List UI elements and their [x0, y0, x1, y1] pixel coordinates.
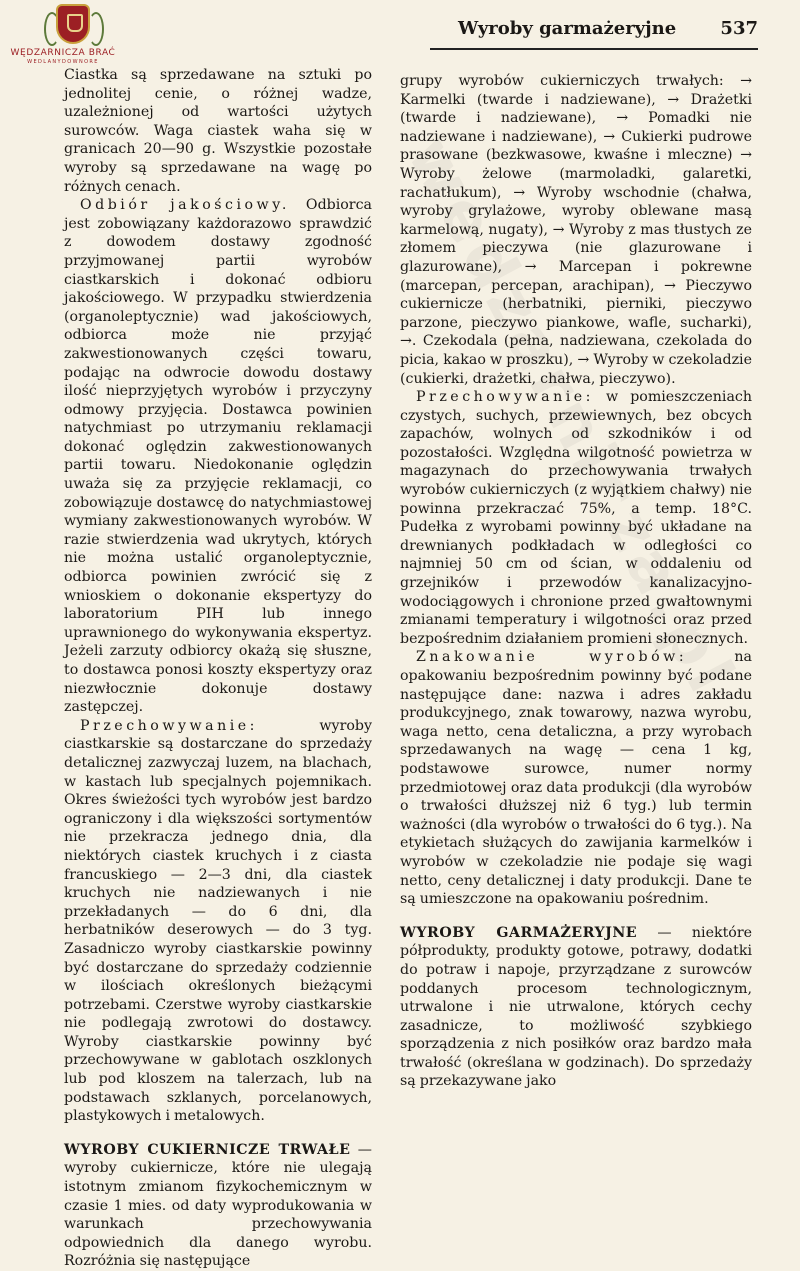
running-header [430, 16, 758, 50]
crest-icon [58, 6, 88, 42]
entry-wyroby-garmazeryjne [400, 924, 752, 1091]
paragraph-odbior [64, 196, 372, 717]
right-column [400, 72, 752, 1091]
entry-text-garmazeryjne: — niektóre półprodukty, produkty gotowe, potrawy, dodatki do potraw i napoje, przyrządzane z surowców poddanych procesom technologicznym, utrwalone i nie utrwalone, których cechy zasadnicze, to możliwość szybkiego sporządzenia z nich posiłków oraz bardzo mała trwałość (określana w godzinach). Do sprzedaży są przekazywane jako [400, 924, 753, 1090]
term-odbior-jakosciowy: Odbiór jakościowy. [80, 197, 290, 214]
logo-brand-text: WĘDZARNICZA BRAĆ [10, 48, 116, 58]
paragraph-przechowywanie-ciastkarskie [64, 717, 372, 1126]
paragraph-odbior-text: Odbiorca jest zobowiązany każdorazowo sprawdzić z dowodem dostawy zgodność przyjmowanej partii wyrobów ciastkarskich i dokonać odbioru jakościowego. W przypadku stwierdzenia (organoleptycznie) wad jakościowych, odbiorca może nie przyjąć zakwestionowanych części towaru, podając na odwrocie dowodu dostawy ilość nieprzyjętych wyrobów i przyczyny odmowy przyjęcia. Dostawca powinien natychmiast po utrzymaniu reklamacji dokonać oględzin zakwestionowanych partii towaru. Niedokonanie oględzin uważa się za przyjęcie reklamacji, co zobowiązuje dostawcę do natychmiastowej wymiany zakwestionowanych wyrobów. W razie stwierdzenia wad ukrytych, których nie można ustalić organoleptycznie, odbiorca powinien zwrócić się z wnioskiem o dokonanie ekspertyzy do laboratorium PIH lub innego uprawnionego do wykonywania ekspertyz. Jeżeli zarzuty odbiorcy okażą się słuszne, to dostawca ponosi koszty ekspertyzy oraz niezwłocznie dokonuje dostawy zastępczej. [64, 197, 372, 716]
paragraph-przechowywanie-text: wyroby ciastkarskie są dostarczane do sprzedaży detalicznej zazwyczaj luzem, na blachach, w kastach lub specjalnych pojemnikach. Okres świeżości tych wyrobów jest bardzo ograniczony i dla większości sortymentów nie przekracza jednego dnia, dla niektórych ciastek kruchych i z ciasta francuskiego — 2—3 dni, dla ciastek kruchych nie nadziewanych i nie przekładanych — do 6 dni, dla herbatników deserowych — do 3 tyg. Zasadniczo wyroby ciastkarskie powinny być dostarczane do sprzedaży codziennie w ilościach określonych bieżącymi potrzebami. Czerstwe wyroby ciastkarskie nie podlegają zwrotowi do dostawcy. Wyroby ciastkarskie powinny być przechowywane w gablotach oszklonych lub pod kloszem na talerzach, lub na podstawach szklanych, porcelanowych, plastykowych i metalowych. [64, 717, 372, 1125]
publisher-logo [8, 6, 118, 66]
paragraph-znakowanie [400, 648, 752, 908]
header-title: Wyroby garmażeryjne [458, 18, 677, 39]
term-przechowywanie: Przechowywanie: [80, 717, 258, 734]
paragraph-grupy-wyrobow: grupy wyrobów cukierniczych trwałych: → Karmelki (twarde i nadziewane), → Drażetki (twarde i nadziewane), → Pomadki nie nadziewane i nadziewane), → Cukierki pudrowe prasowane (bezkwasowe, kwaśne i mleczne) → Wyroby żelowe (marmoladki, galaretki, rachatłukum), → Wyroby wschodnie (chałwa, wyroby grylażowe, wyroby oblewane masą karmelową, nugaty), → Wyroby z mas tłustych ze złomem pieczywa (nie glazurowane i glazurowane), → Marcepan i pokrewne (marcepan, percepan, arachipan), → Pieczywo cukiernicze (herbatniki, pierniki, pieczywo parzone, pieczywo piankowe, wafle, sucharki), →. Czekodala (pełna, nadziewana, czekolada do picia, kakao w proszku), → Wyroby w czekoladzie (cukierki, drażetki, chałwa, pieczywo). [400, 73, 752, 387]
logo-subtext: WEDLANYDOWNORE [27, 59, 99, 65]
entry-wyroby-cukiernicze-trwale [64, 1141, 372, 1271]
entry-text-cukiernicze: — wyroby cukiernicze, które nie ulegają istotnym zmianom fizykochemicznym w czasie 1 mies. od daty wyprodukowania w warunkach przechowywania odpowiednich dla danego wyrobu. Rozróżnia się następujące [64, 1141, 372, 1270]
entry-heading-cukiernicze: WYROBY CUKIERNICZE TRWAŁE [64, 1141, 351, 1158]
paragraph-przechowywanie-trwale [400, 388, 752, 648]
entry-heading-garmazeryjne: WYROBY GARMAŻERYJNE [400, 924, 638, 941]
term-przechowywanie-2: Przechowywanie: [416, 389, 594, 406]
paragraph-znakowanie-text: na opakowaniu bezpośrednim powinny być podane następujące dane: nazwa i adres zakładu produkcyjnego, znak towarowy, nazwa wyrobu, waga netto, cena detaliczna, a przy wyrobach sprzedawanych na wagę — cena 1 kg, podstawowe surowce, numer normy przedmiotowej oraz data produkcji (dla wyrobów o trwałości dłuższej niż 6 tyg.) lub termin ważności (dla wyrobów o trwałości do 6 tyg.). Na etykietach służących do zawijania karmelków i wyrobów w czekoladzie nie podaje się wagi netto, ceny detalicznej i daty produkcji. Dane te są umieszczone na opakowaniu pośrednim. [400, 649, 753, 908]
left-column [64, 66, 372, 1271]
laurel-right-icon [88, 12, 104, 46]
paragraph-ciastka: Ciastka są sprzedawane na sztuki po jednolitej cenie, o różnej wadze, uzależnionej od wartości użytych surowców. Waga ciastek waha się w granicach 20—90 g. Wszystkie pozostałe wyroby są sprzedawane na wagę po różnych cenach. [64, 67, 372, 195]
paragraph-przechowywanie-2-text: w pomieszczeniach czystych, suchych, przewiewnych, bez obcych zapachów, wolnych od szkodników i od pozostałości. Względna wilgotność powietrza w magazynach do przechowywania trwałych wyrobów cukierniczych (z wyjątkiem chałwy) nie powinna przekraczać 75%, a temp. 18°C. Pudełka z wyrobami powinny być układane na drewnianych podkładach w odległości co najmniej 50 cm od ścian, w oddaleniu od grzejników i przewodów kanalizacyjno-wodociągowych i chronione przed gwałtownymi zmianami temperatury i wilgotności oraz przed bezpośrednim działaniem promieni słonecznych. [400, 389, 752, 647]
term-znakowanie: Znakowanie wyrobów: [416, 649, 688, 666]
page-number: 537 [720, 18, 758, 39]
